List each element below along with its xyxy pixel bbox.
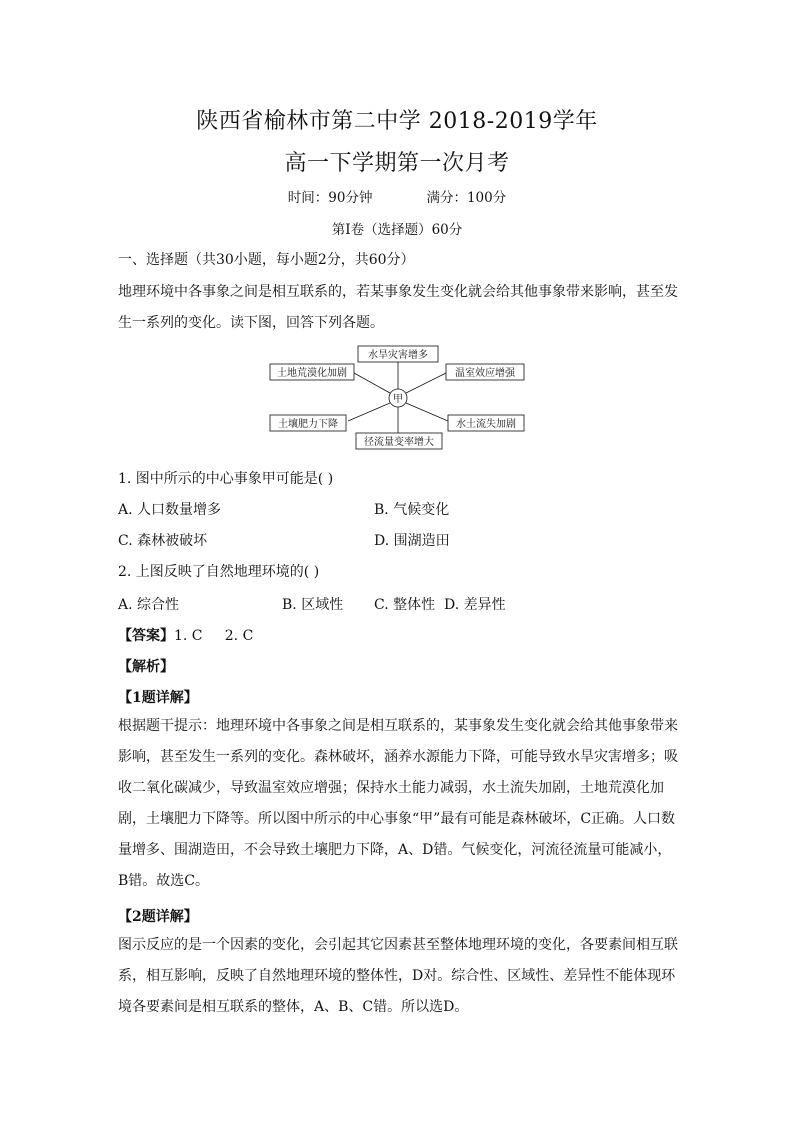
label-top: 水旱灾害增多: [368, 350, 428, 361]
analysis-q2-heading: 【2题详解】: [118, 909, 198, 925]
analysis-q1-text: 根据题干提示：地理环境中各事象之间是相互联系的，某事象发生变化就会给其他事象带来影响，甚至发生一系列的变化。森林破坏，涵养水源能力下降，可能导致水旱灾害增多；吸收二氧化碳减少，导致温室效应增强；保持水土能力减弱，水土流失加剧，土地荒漠化加剧，土壤肥力下降等。所以图中所示的中心事象“甲”最有可能是森林破坏，C正确。人口数量增多、围湖造田，不会导致土壤肥力下降，A、D错。气候变化，河流径流量可能减小，B错。故选C。: [118, 718, 678, 889]
question-2-option-a: A. 综合性: [118, 597, 180, 613]
analysis-q2-text: 图示反应的是一个因素的变化，会引起其它因素甚至整体地理环境的变化，各要素间相互联系，相互影响，反映了自然地理环境的整体性，D对。综合性、区域性、差异性不能体现环境各要素间是相互联系的整体，A、B、C错。所以选D。: [118, 937, 678, 1015]
center-label: 甲: [393, 394, 403, 405]
label-lower-right: 水土流失加剧: [456, 419, 516, 430]
exam-meta: [0, 186, 794, 206]
section-heading: 一、选择题（共30小题，每小题2分，共60分）: [118, 252, 415, 268]
question-2-option-d: D. 差异性: [444, 597, 506, 613]
label-upper-left: 土地荒漠化加剧: [277, 368, 347, 379]
question-1-option-b: B. 气候变化: [374, 502, 450, 518]
question-2-option-b: B. 区域性: [282, 597, 344, 613]
connector-upper-left: [354, 373, 390, 393]
relationship-diagram: [268, 343, 528, 453]
label-bottom: 径流量变率增大: [364, 437, 434, 448]
section-intro: 地理环境中各事象之间是相互联系的，若某事象发生变化就会给其他事象带来影响，甚至发生一系列的变化。读下图，回答下列各题。: [118, 284, 678, 331]
answer-label: 【答案】: [118, 628, 174, 644]
exam-title-line1: 陕西省榆林市第二中学 2018-2019学年: [196, 109, 598, 134]
connector-lower-left: [348, 403, 390, 421]
exam-title-line2: 高一下学期第一次月考: [284, 151, 510, 176]
question-2-option-c: C. 整体性: [374, 597, 436, 613]
connector-upper-right: [406, 373, 446, 393]
analysis-heading: 【解析】: [118, 659, 174, 675]
question-1-stem: 1. 图中所示的中心事象甲可能是( ): [118, 471, 334, 487]
label-lower-left: 土壤肥力下降: [278, 419, 338, 430]
exam-score: 满分：100分: [426, 190, 507, 206]
question-1-option-a: A. 人口数量增多: [118, 502, 222, 518]
question-1-option-c: C. 森林被破坏: [118, 533, 208, 549]
answer-line: [118, 625, 253, 645]
label-upper-right: 温室效应增强: [455, 368, 515, 379]
exam-time: 时间：90分钟: [287, 190, 373, 206]
connector-lower-right: [406, 403, 448, 421]
analysis-q1-heading: 【1题详解】: [118, 690, 198, 706]
question-2-stem: 2. 上图反映了自然地理环境的( ): [118, 564, 320, 580]
answer-value: 1. C 2. C: [174, 628, 254, 644]
question-1-option-d: D. 围湖造田: [374, 533, 450, 549]
volume-label: 第Ⅰ卷（选择题）60分: [331, 222, 463, 238]
